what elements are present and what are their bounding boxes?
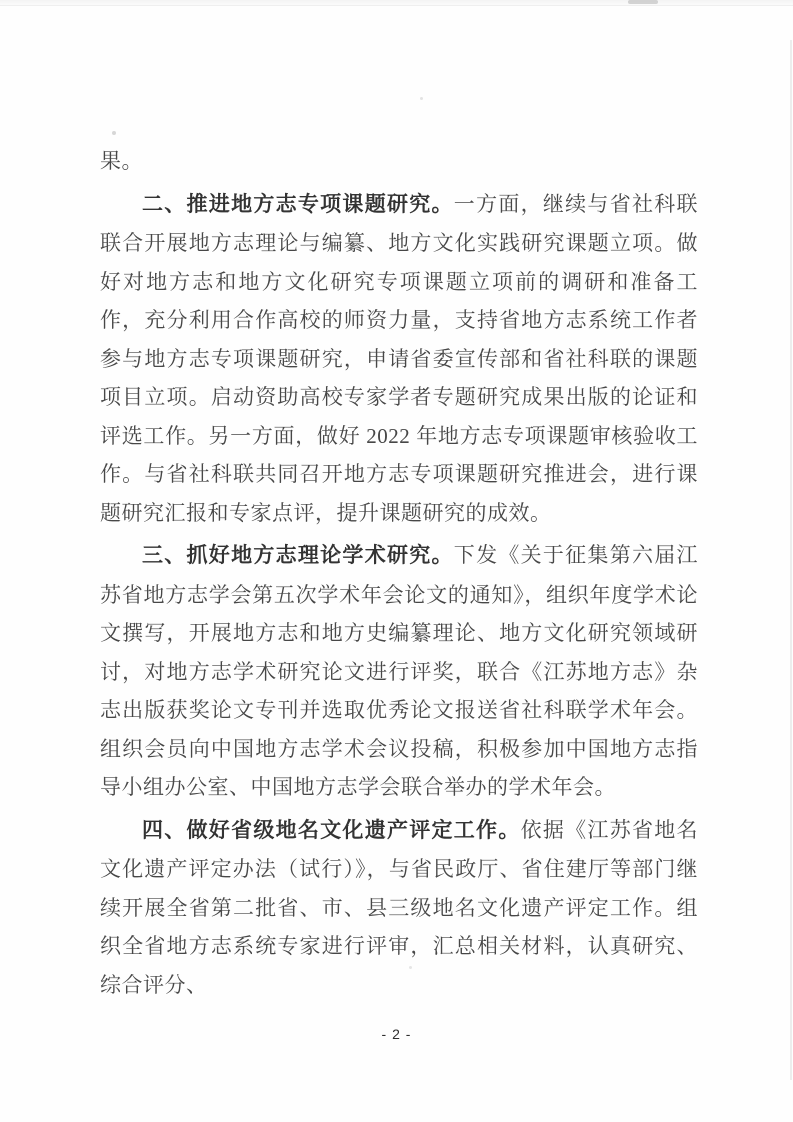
paragraph-section-4 <box>100 811 698 1005</box>
section-3-heading: 三、抓好地方志理论学术研究。 <box>142 544 454 567</box>
paragraph-section-3 <box>100 536 698 807</box>
scan-speck-artifact <box>420 97 423 100</box>
scan-top-edge-artifact <box>0 0 793 6</box>
document-body-text <box>100 142 698 1004</box>
scan-top-smudge-artifact <box>628 0 658 4</box>
section-3-body-text: 下发《关于征集第六届江苏省地方志学会第五次学术年会论文的通知》，组织年度学术论文撰写，开展地方志和地方史编纂理论、地方文化研究领域研讨，对地方志学术研究论文进行评奖，联合《江苏地方志》杂志出版获奖论文专刊并选取优秀论文报送省社科联学术年会。组织会员向中国地方志学术会议投稿，积极参加中国地方志指导小组办公室、中国地方志学会联合举办的学术年会。 <box>100 543 699 799</box>
paragraph-continuation: 果。 <box>100 149 143 173</box>
page-number: - 2 - <box>381 1026 412 1042</box>
scan-right-edge-artifact <box>790 40 792 1080</box>
section-4-body-text: 依据《江苏省地名文化遗产评定办法（试行）》，与省民政厅、省住建厅等部门继续开展全省第二批省、市、县三级地名文化遗产评定工作。组织全省地方志系统专家进行评审，汇总相关材料，认真研究、综合评分、 <box>100 817 699 997</box>
section-2-body-text: 一方面，继续与省社科联联合开展地方志理论与编纂、地方文化实践研究课题立项。做好对地方志和地方文化研究专项课题立项前的调研和准备工作，充分利用合作高校的师资力量，支持省地方志系统工作者参与地方志专项课题研究，申请省委宣传部和省社科联的课题项目立项。启动资助高校专家学者专题研究成果出版的论证和评选工作。另一方面，做好 2022 年地方志专项课题审核验收工作。与省社科联共同召开地方志专项课题研究推进会，进行课题研究汇报和专家点评，提升课题研究的成效。 <box>100 191 699 525</box>
scan-speck-artifact <box>112 131 116 135</box>
section-2-heading: 二、推进地方志专项课题研究。 <box>142 192 454 216</box>
section-4-heading: 四、做好省级地名文化遗产评定工作。 <box>142 818 521 842</box>
paragraph-section-2 <box>100 185 698 533</box>
